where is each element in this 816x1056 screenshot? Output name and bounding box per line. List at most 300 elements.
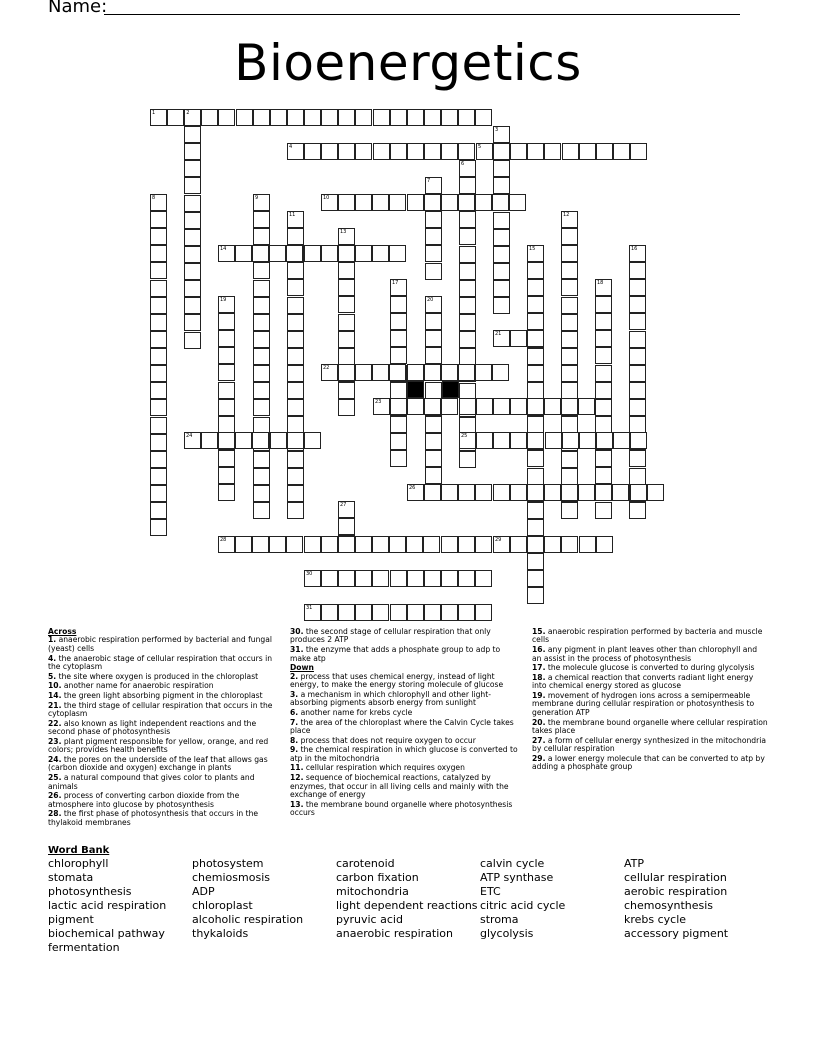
grid-cell[interactable] — [527, 450, 544, 467]
grid-cell[interactable] — [390, 398, 407, 415]
grid-cell[interactable] — [527, 468, 544, 485]
grid-cell[interactable] — [425, 313, 442, 330]
grid-cell[interactable] — [595, 279, 612, 296]
grid-cell[interactable] — [253, 348, 270, 365]
grid-cell[interactable] — [355, 109, 372, 126]
grid-cell[interactable] — [425, 296, 442, 313]
grid-cell[interactable] — [425, 228, 442, 245]
grid-cell[interactable] — [595, 467, 612, 484]
grid-cell[interactable] — [407, 570, 424, 587]
grid-cell[interactable] — [372, 364, 389, 381]
grid-cell[interactable] — [527, 143, 544, 160]
grid-cell[interactable] — [510, 398, 527, 415]
grid-cell[interactable] — [544, 398, 561, 415]
grid-cell[interactable] — [218, 536, 235, 553]
grid-cell[interactable] — [287, 109, 304, 126]
grid-cell[interactable] — [338, 331, 355, 348]
grid-cell[interactable] — [562, 432, 579, 449]
grid-cell[interactable] — [184, 432, 201, 449]
grid-cell[interactable] — [253, 314, 270, 331]
grid-cell[interactable] — [150, 194, 167, 211]
grid-cell[interactable] — [629, 382, 646, 399]
grid-cell[interactable] — [355, 604, 372, 621]
grid-cell[interactable] — [425, 416, 442, 433]
grid-cell[interactable] — [150, 331, 167, 348]
grid-cell[interactable] — [579, 432, 596, 449]
grid-cell[interactable] — [458, 194, 475, 211]
grid-cell[interactable] — [595, 484, 612, 501]
grid-cell[interactable] — [527, 313, 544, 330]
grid-cell[interactable] — [253, 194, 270, 211]
grid-cell[interactable] — [424, 194, 441, 211]
grid-cell[interactable] — [425, 450, 442, 467]
grid-cell[interactable] — [287, 485, 304, 502]
grid-cell[interactable] — [338, 245, 355, 262]
grid-cell[interactable] — [253, 262, 270, 279]
grid-cell[interactable] — [338, 399, 355, 416]
grid-cell[interactable] — [629, 399, 646, 416]
grid-cell[interactable] — [287, 382, 304, 399]
grid-cell[interactable] — [372, 570, 389, 587]
grid-cell[interactable] — [527, 553, 544, 570]
grid-cell[interactable] — [595, 313, 612, 330]
grid-cell[interactable] — [218, 484, 235, 501]
grid-cell[interactable] — [201, 432, 218, 449]
grid-cell[interactable] — [527, 382, 544, 399]
grid-cell[interactable] — [184, 195, 201, 212]
grid-cell[interactable] — [338, 570, 355, 587]
grid-cell[interactable] — [184, 177, 201, 194]
grid-cell[interactable] — [150, 297, 167, 314]
grid-cell[interactable] — [510, 330, 527, 347]
grid-cell[interactable] — [373, 143, 390, 160]
grid-cell[interactable] — [527, 502, 544, 519]
grid-cell[interactable] — [441, 194, 458, 211]
grid-cell[interactable] — [561, 262, 578, 279]
grid-cell[interactable] — [629, 450, 646, 467]
grid-cell[interactable] — [150, 468, 167, 485]
grid-cell[interactable] — [338, 501, 355, 518]
grid-cell[interactable] — [459, 177, 476, 194]
grid-cell[interactable] — [629, 313, 646, 330]
grid-cell[interactable] — [338, 314, 355, 331]
grid-cell[interactable] — [596, 536, 613, 553]
grid-cell[interactable] — [407, 194, 424, 211]
grid-cell[interactable] — [390, 347, 407, 364]
grid-cell[interactable] — [150, 211, 167, 228]
grid-cell[interactable] — [286, 245, 303, 262]
grid-cell[interactable] — [527, 432, 544, 449]
grid-cell[interactable] — [287, 468, 304, 485]
grid-cell[interactable] — [150, 502, 167, 519]
grid-cell[interactable] — [424, 570, 441, 587]
grid-cell[interactable] — [253, 502, 270, 519]
grid-cell[interactable] — [407, 484, 424, 501]
grid-cell[interactable] — [527, 484, 544, 501]
grid-cell[interactable] — [527, 279, 544, 296]
grid-cell[interactable] — [321, 536, 338, 553]
grid-cell[interactable] — [458, 484, 475, 501]
grid-cell[interactable] — [441, 398, 458, 415]
grid-cell[interactable] — [218, 364, 235, 381]
grid-cell[interactable] — [527, 536, 544, 553]
grid-cell[interactable] — [595, 365, 612, 382]
grid-cell[interactable] — [561, 314, 578, 331]
grid-cell[interactable] — [561, 536, 578, 553]
grid-cell[interactable] — [595, 450, 612, 467]
grid-cell[interactable] — [338, 109, 355, 126]
grid-cell[interactable] — [287, 365, 304, 382]
grid-cell[interactable] — [253, 109, 270, 126]
grid-cell[interactable] — [407, 143, 424, 160]
grid-cell[interactable] — [595, 502, 612, 519]
grid-cell[interactable] — [406, 536, 423, 553]
grid-cell[interactable] — [476, 432, 493, 449]
grid-cell[interactable] — [629, 365, 646, 382]
grid-cell[interactable] — [595, 382, 612, 399]
grid-cell[interactable] — [527, 570, 544, 587]
grid-cell[interactable] — [390, 416, 407, 433]
grid-cell[interactable] — [218, 347, 235, 364]
grid-cell[interactable] — [493, 229, 510, 246]
grid-cell[interactable] — [167, 109, 184, 126]
grid-cell[interactable] — [338, 228, 355, 245]
grid-cell[interactable] — [304, 570, 321, 587]
grid-cell[interactable] — [441, 604, 458, 621]
grid-cell[interactable] — [287, 279, 304, 296]
grid-cell[interactable] — [493, 177, 510, 194]
grid-cell[interactable] — [425, 211, 442, 228]
grid-cell[interactable] — [458, 364, 475, 381]
grid-cell[interactable] — [595, 399, 612, 416]
grid-cell[interactable] — [338, 143, 355, 160]
grid-cell[interactable] — [253, 331, 270, 348]
grid-cell[interactable] — [389, 536, 406, 553]
grid-cell[interactable] — [475, 364, 492, 381]
grid-cell[interactable] — [459, 211, 476, 228]
grid-cell[interactable] — [424, 364, 441, 381]
grid-cell[interactable] — [527, 587, 544, 604]
grid-cell[interactable] — [252, 536, 269, 553]
grid-cell[interactable] — [218, 313, 235, 330]
grid-cell[interactable] — [304, 604, 321, 621]
grid-cell[interactable] — [561, 331, 578, 348]
grid-cell[interactable] — [372, 194, 389, 211]
grid-cell[interactable] — [459, 398, 476, 415]
grid-cell[interactable] — [613, 432, 630, 449]
grid-cell[interactable] — [253, 228, 270, 245]
grid-cell[interactable] — [235, 432, 252, 449]
grid-cell[interactable] — [459, 228, 476, 245]
grid-cell[interactable] — [527, 330, 544, 347]
grid-cell[interactable] — [425, 382, 442, 399]
grid-cell[interactable] — [578, 484, 595, 501]
grid-cell[interactable] — [459, 280, 476, 297]
grid-cell[interactable] — [218, 245, 235, 262]
grid-cell[interactable] — [253, 211, 270, 228]
grid-cell[interactable] — [287, 143, 304, 160]
grid-cell[interactable] — [629, 279, 646, 296]
grid-cell[interactable] — [629, 416, 646, 433]
grid-cell[interactable] — [629, 502, 646, 519]
grid-cell[interactable] — [578, 398, 595, 415]
grid-cell[interactable] — [510, 536, 527, 553]
grid-cell[interactable] — [561, 365, 578, 382]
grid-cell[interactable] — [321, 604, 338, 621]
grid-cell[interactable] — [286, 536, 303, 553]
grid-cell[interactable] — [459, 160, 476, 177]
grid-cell[interactable] — [476, 143, 493, 160]
grid-cell[interactable] — [390, 450, 407, 467]
grid-cell[interactable] — [150, 109, 167, 126]
grid-cell[interactable] — [475, 109, 492, 126]
grid-cell[interactable] — [150, 228, 167, 245]
grid-cell[interactable] — [475, 536, 492, 553]
grid-cell[interactable] — [561, 211, 578, 228]
grid-cell[interactable] — [184, 246, 201, 263]
grid-cell[interactable] — [390, 313, 407, 330]
grid-cell[interactable] — [407, 604, 424, 621]
grid-cell[interactable] — [287, 211, 304, 228]
grid-cell[interactable] — [561, 382, 578, 399]
grid-cell[interactable] — [235, 536, 252, 553]
grid-cell[interactable] — [441, 536, 458, 553]
grid-cell[interactable] — [459, 383, 476, 400]
grid-cell[interactable] — [390, 143, 407, 160]
grid-cell[interactable] — [527, 519, 544, 536]
grid-cell[interactable] — [287, 297, 304, 314]
grid-cell[interactable] — [629, 331, 646, 348]
grid-cell[interactable] — [425, 347, 442, 364]
grid-cell[interactable] — [493, 160, 510, 177]
grid-cell[interactable] — [218, 109, 235, 126]
grid-cell[interactable] — [596, 432, 613, 449]
grid-cell[interactable] — [338, 262, 355, 279]
grid-cell[interactable] — [459, 348, 476, 365]
grid-cell[interactable] — [458, 143, 475, 160]
grid-cell[interactable] — [184, 109, 201, 126]
grid-cell[interactable] — [561, 279, 578, 296]
grid-cell[interactable] — [150, 245, 167, 262]
grid-cell[interactable] — [561, 468, 578, 485]
grid-cell[interactable] — [390, 433, 407, 450]
grid-cell[interactable] — [423, 536, 440, 553]
grid-cell[interactable] — [390, 330, 407, 347]
grid-cell[interactable] — [321, 570, 338, 587]
grid-cell[interactable] — [390, 279, 407, 296]
grid-cell[interactable] — [425, 433, 442, 450]
grid-cell[interactable] — [527, 296, 544, 313]
grid-cell[interactable] — [407, 364, 424, 381]
grid-cell[interactable] — [561, 348, 578, 365]
grid-cell[interactable] — [304, 109, 321, 126]
grid-cell[interactable] — [150, 519, 167, 536]
grid-cell[interactable] — [492, 194, 509, 211]
grid-cell[interactable] — [544, 484, 561, 501]
grid-cell[interactable] — [441, 109, 458, 126]
grid-cell[interactable] — [252, 245, 269, 262]
grid-cell[interactable] — [629, 262, 646, 279]
grid-cell[interactable] — [304, 536, 321, 553]
grid-cell[interactable] — [338, 194, 355, 211]
grid-cell[interactable] — [253, 468, 270, 485]
grid-cell[interactable] — [459, 246, 476, 263]
grid-cell[interactable] — [562, 143, 579, 160]
grid-cell[interactable] — [321, 364, 338, 381]
grid-cell[interactable] — [389, 245, 406, 262]
grid-cell[interactable] — [613, 143, 630, 160]
grid-cell[interactable] — [150, 280, 167, 297]
grid-cell[interactable] — [304, 432, 321, 449]
grid-cell[interactable] — [493, 536, 510, 553]
grid-cell[interactable] — [493, 126, 510, 143]
grid-cell[interactable] — [150, 485, 167, 502]
grid-cell[interactable] — [629, 468, 646, 485]
grid-cell[interactable] — [218, 399, 235, 416]
grid-cell[interactable] — [338, 518, 355, 535]
grid-cell[interactable] — [338, 279, 355, 296]
grid-cell[interactable] — [579, 143, 596, 160]
grid-cell[interactable] — [475, 604, 492, 621]
grid-cell[interactable] — [424, 398, 441, 415]
grid-cell[interactable] — [492, 364, 509, 381]
grid-cell[interactable] — [407, 398, 424, 415]
grid-cell[interactable] — [150, 365, 167, 382]
grid-cell[interactable] — [509, 194, 526, 211]
grid-cell[interactable] — [441, 570, 458, 587]
grid-cell[interactable] — [630, 432, 647, 449]
grid-cell[interactable] — [287, 331, 304, 348]
grid-cell[interactable] — [458, 604, 475, 621]
grid-cell[interactable] — [647, 484, 664, 501]
grid-cell[interactable] — [184, 143, 201, 160]
grid-cell[interactable] — [561, 451, 578, 468]
grid-cell[interactable] — [595, 330, 612, 347]
grid-cell[interactable] — [390, 570, 407, 587]
grid-cell[interactable] — [493, 263, 510, 280]
grid-cell[interactable] — [629, 296, 646, 313]
grid-cell[interactable] — [338, 348, 355, 365]
grid-cell[interactable] — [425, 467, 442, 484]
grid-cell[interactable] — [372, 536, 389, 553]
grid-cell[interactable] — [493, 484, 510, 501]
grid-cell[interactable] — [459, 297, 476, 314]
grid-cell[interactable] — [373, 109, 390, 126]
grid-cell[interactable] — [184, 297, 201, 314]
grid-cell[interactable] — [252, 432, 269, 449]
grid-cell[interactable] — [236, 109, 253, 126]
grid-cell[interactable] — [338, 604, 355, 621]
grid-cell[interactable] — [235, 245, 252, 262]
grid-cell[interactable] — [150, 382, 167, 399]
grid-cell[interactable] — [287, 432, 304, 449]
grid-cell[interactable] — [373, 398, 390, 415]
grid-cell[interactable] — [253, 280, 270, 297]
grid-cell[interactable] — [493, 143, 510, 160]
grid-cell[interactable] — [493, 297, 510, 314]
grid-cell[interactable] — [287, 314, 304, 331]
grid-cell[interactable] — [630, 484, 647, 501]
grid-cell[interactable] — [184, 314, 201, 331]
grid-cell[interactable] — [184, 160, 201, 177]
grid-cell[interactable] — [527, 398, 544, 415]
grid-cell[interactable] — [390, 604, 407, 621]
grid-cell[interactable] — [184, 280, 201, 297]
grid-cell[interactable] — [475, 484, 492, 501]
grid-cell[interactable] — [390, 109, 407, 126]
grid-cell[interactable] — [338, 382, 355, 399]
grid-cell[interactable] — [527, 416, 544, 433]
grid-cell[interactable] — [561, 297, 578, 314]
grid-cell[interactable] — [459, 451, 476, 468]
grid-cell[interactable] — [390, 296, 407, 313]
grid-cell[interactable] — [459, 314, 476, 331]
grid-cell[interactable] — [510, 432, 527, 449]
grid-cell[interactable] — [372, 245, 389, 262]
grid-cell[interactable] — [150, 451, 167, 468]
grid-cell[interactable] — [527, 245, 544, 262]
grid-cell[interactable] — [184, 212, 201, 229]
grid-cell[interactable] — [338, 296, 355, 313]
grid-cell[interactable] — [545, 432, 562, 449]
grid-cell[interactable] — [561, 228, 578, 245]
grid-cell[interactable] — [459, 331, 476, 348]
grid-cell[interactable] — [527, 262, 544, 279]
grid-cell[interactable] — [612, 484, 629, 501]
grid-cell[interactable] — [150, 348, 167, 365]
grid-cell[interactable] — [184, 126, 201, 143]
grid-cell[interactable] — [493, 398, 510, 415]
grid-cell[interactable] — [630, 143, 647, 160]
grid-cell[interactable] — [270, 109, 287, 126]
grid-cell[interactable] — [218, 382, 235, 399]
grid-cell[interactable] — [493, 280, 510, 297]
grid-cell[interactable] — [493, 246, 510, 263]
grid-cell[interactable] — [304, 143, 321, 160]
grid-cell[interactable] — [458, 109, 475, 126]
grid-cell[interactable] — [424, 604, 441, 621]
grid-cell[interactable] — [544, 143, 561, 160]
grid-cell[interactable] — [424, 109, 441, 126]
grid-cell[interactable] — [425, 177, 442, 194]
grid-cell[interactable] — [321, 109, 338, 126]
grid-cell[interactable] — [253, 365, 270, 382]
grid-cell[interactable] — [253, 451, 270, 468]
grid-cell[interactable] — [150, 314, 167, 331]
grid-cell[interactable] — [355, 194, 372, 211]
grid-cell[interactable] — [458, 536, 475, 553]
grid-cell[interactable] — [459, 432, 476, 449]
grid-cell[interactable] — [150, 399, 167, 416]
grid-cell[interactable] — [355, 536, 372, 553]
grid-cell[interactable] — [561, 502, 578, 519]
grid-cell[interactable] — [218, 330, 235, 347]
grid-cell[interactable] — [321, 194, 338, 211]
grid-cell[interactable] — [355, 364, 372, 381]
grid-cell[interactable] — [287, 348, 304, 365]
grid-cell[interactable] — [218, 467, 235, 484]
grid-cell[interactable] — [629, 245, 646, 262]
grid-cell[interactable] — [458, 570, 475, 587]
grid-cell[interactable] — [287, 262, 304, 279]
grid-cell[interactable] — [338, 536, 355, 553]
grid-cell[interactable] — [253, 382, 270, 399]
grid-cell[interactable] — [424, 143, 441, 160]
grid-cell[interactable] — [184, 229, 201, 246]
grid-cell[interactable] — [629, 348, 646, 365]
grid-cell[interactable] — [476, 398, 493, 415]
grid-cell[interactable] — [595, 347, 612, 364]
